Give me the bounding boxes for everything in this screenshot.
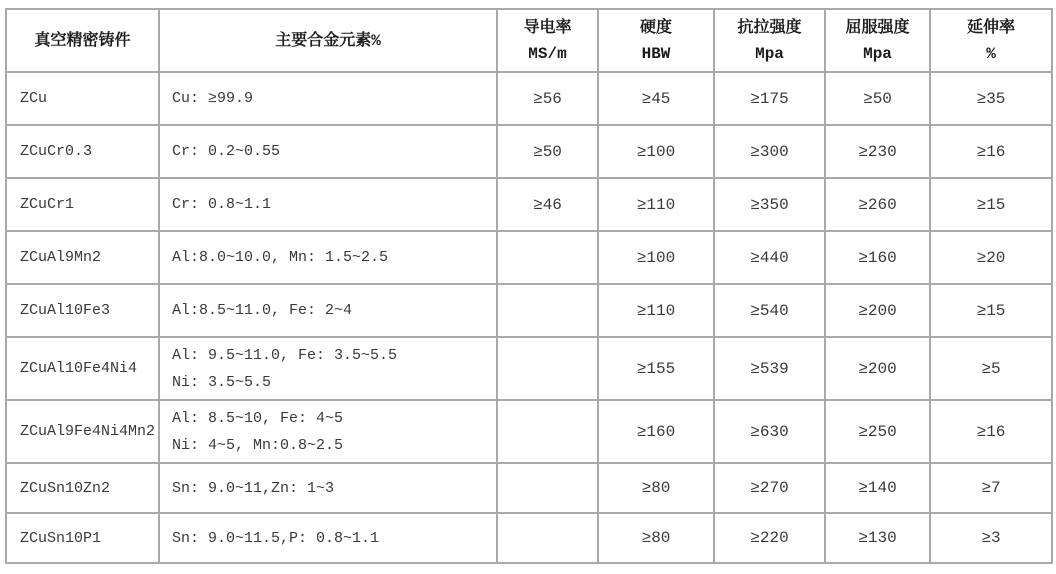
table-row xyxy=(6,463,1052,513)
cell-conductivity: ≥46 xyxy=(497,178,598,231)
cell-yield-strength: ≥260 xyxy=(825,178,930,231)
cell-casting-name: ZCuSn10Zn2 xyxy=(6,463,159,513)
cell-yield-strength: ≥200 xyxy=(825,337,930,400)
cell-elongation: ≥7 xyxy=(930,463,1052,513)
header-line-1: 延伸率 xyxy=(966,18,1015,37)
alloy-line-1: Cr: 0.8~1.1 xyxy=(172,196,272,213)
cell-tensile-strength: ≥270 xyxy=(714,463,825,513)
cell-casting-name: ZCuCr1 xyxy=(6,178,159,231)
table-row xyxy=(6,513,1052,563)
cell-tensile-strength: ≥300 xyxy=(714,125,825,178)
cell-elongation: ≥35 xyxy=(930,72,1052,125)
cell-yield-strength: ≥160 xyxy=(825,231,930,284)
cell-hardness: ≥110 xyxy=(598,284,714,337)
cell-casting-name: ZCuAl9Mn2 xyxy=(6,231,159,284)
header-line-2: Mpa xyxy=(863,44,892,63)
header-line-1: 硬度 xyxy=(639,18,672,37)
alloy-line-1: Sn: 9.0~11.5,P: 0.8~1.1 xyxy=(172,529,380,547)
cell-hardness: ≥100 xyxy=(598,125,714,178)
cell-alloy-elements xyxy=(159,125,497,178)
column-header-5 xyxy=(825,9,930,72)
cell-alloy-elements xyxy=(159,400,497,463)
cell-alloy-elements xyxy=(159,178,497,231)
cell-casting-name: ZCuAl9Fe4Ni4Mn2 xyxy=(6,400,159,463)
cell-alloy-elements xyxy=(159,284,497,337)
column-header-4 xyxy=(714,9,825,72)
table-body xyxy=(6,72,1052,563)
header-line-2: MS/m xyxy=(528,44,567,63)
column-header-6 xyxy=(930,9,1052,72)
header-line-1: 屈服强度 xyxy=(845,18,910,37)
alloy-line-2: Ni: 3.5~5.5 xyxy=(172,373,272,391)
cell-hardness: ≥45 xyxy=(598,72,714,125)
alloy-line-1: Cr: 0.2~0.55 xyxy=(172,143,281,160)
cell-casting-name: ZCuAl10Fe3 xyxy=(6,284,159,337)
table-row xyxy=(6,178,1052,231)
cell-casting-name: ZCu xyxy=(6,72,159,125)
cell-conductivity xyxy=(497,337,598,400)
cell-conductivity xyxy=(497,400,598,463)
cell-hardness: ≥155 xyxy=(598,337,714,400)
header-line-1: 导电率 xyxy=(523,18,572,37)
cell-yield-strength: ≥50 xyxy=(825,72,930,125)
alloy-line-1: Sn: 9.0~11,Zn: 1~3 xyxy=(172,479,335,497)
cell-alloy-elements xyxy=(159,231,497,284)
cell-alloy-elements xyxy=(159,337,497,400)
table-row xyxy=(6,284,1052,337)
cell-tensile-strength: ≥175 xyxy=(714,72,825,125)
column-header-3 xyxy=(598,9,714,72)
cell-elongation: ≥3 xyxy=(930,513,1052,563)
cell-casting-name: ZCuAl10Fe4Ni4 xyxy=(6,337,159,400)
alloy-line-1: Al: 8.5~10, Fe: 4~5 xyxy=(172,409,344,427)
cell-alloy-elements xyxy=(159,72,497,125)
header-line-1: 真空精密铸件 xyxy=(34,31,131,50)
cell-elongation: ≥15 xyxy=(930,178,1052,231)
cell-conductivity xyxy=(497,231,598,284)
table-row xyxy=(6,337,1052,400)
alloy-properties-table xyxy=(5,8,1053,564)
table-row xyxy=(6,400,1052,463)
header-line-2: % xyxy=(986,44,996,63)
cell-alloy-elements xyxy=(159,463,497,513)
cell-yield-strength: ≥200 xyxy=(825,284,930,337)
column-header-2 xyxy=(497,9,598,72)
cell-tensile-strength: ≥350 xyxy=(714,178,825,231)
alloy-line-1: Al:8.0~10.0, Mn: 1.5~2.5 xyxy=(172,249,389,266)
cell-tensile-strength: ≥539 xyxy=(714,337,825,400)
alloy-line-1: Al:8.5~11.0, Fe: 2~4 xyxy=(172,302,353,319)
cell-elongation: ≥5 xyxy=(930,337,1052,400)
cell-yield-strength: ≥130 xyxy=(825,513,930,563)
cell-hardness: ≥110 xyxy=(598,178,714,231)
cell-elongation: ≥15 xyxy=(930,284,1052,337)
table-row xyxy=(6,72,1052,125)
cell-elongation: ≥16 xyxy=(930,400,1052,463)
alloy-line-1: Al: 9.5~11.0, Fe: 3.5~5.5 xyxy=(172,346,398,364)
cell-tensile-strength: ≥440 xyxy=(714,231,825,284)
cell-conductivity xyxy=(497,284,598,337)
cell-alloy-elements xyxy=(159,513,497,563)
column-header-0 xyxy=(6,9,159,72)
cell-elongation: ≥16 xyxy=(930,125,1052,178)
cell-casting-name: ZCuCr0.3 xyxy=(6,125,159,178)
alloy-line-1: Cu: ≥99.9 xyxy=(172,90,254,107)
cell-hardness: ≥160 xyxy=(598,400,714,463)
alloy-line-2: Ni: 4~5, Mn:0.8~2.5 xyxy=(172,436,344,454)
cell-tensile-strength: ≥220 xyxy=(714,513,825,563)
column-header-1 xyxy=(159,9,497,72)
cell-hardness: ≥80 xyxy=(598,513,714,563)
cell-conductivity: ≥56 xyxy=(497,72,598,125)
header-row xyxy=(6,9,1052,72)
header-line-2: Mpa xyxy=(755,44,784,63)
header-line-1: 抗拉强度 xyxy=(737,18,802,37)
cell-yield-strength: ≥250 xyxy=(825,400,930,463)
cell-tensile-strength: ≥540 xyxy=(714,284,825,337)
cell-elongation: ≥20 xyxy=(930,231,1052,284)
cell-casting-name: ZCuSn10P1 xyxy=(6,513,159,563)
table-row xyxy=(6,231,1052,284)
cell-hardness: ≥80 xyxy=(598,463,714,513)
cell-yield-strength: ≥140 xyxy=(825,463,930,513)
cell-conductivity xyxy=(497,513,598,563)
cell-hardness: ≥100 xyxy=(598,231,714,284)
header-line-2: HBW xyxy=(641,44,671,63)
table-row xyxy=(6,125,1052,178)
cell-conductivity: ≥50 xyxy=(497,125,598,178)
cell-tensile-strength: ≥630 xyxy=(714,400,825,463)
cell-yield-strength: ≥230 xyxy=(825,125,930,178)
cell-conductivity xyxy=(497,463,598,513)
header-line-1: 主要合金元素% xyxy=(275,31,381,50)
